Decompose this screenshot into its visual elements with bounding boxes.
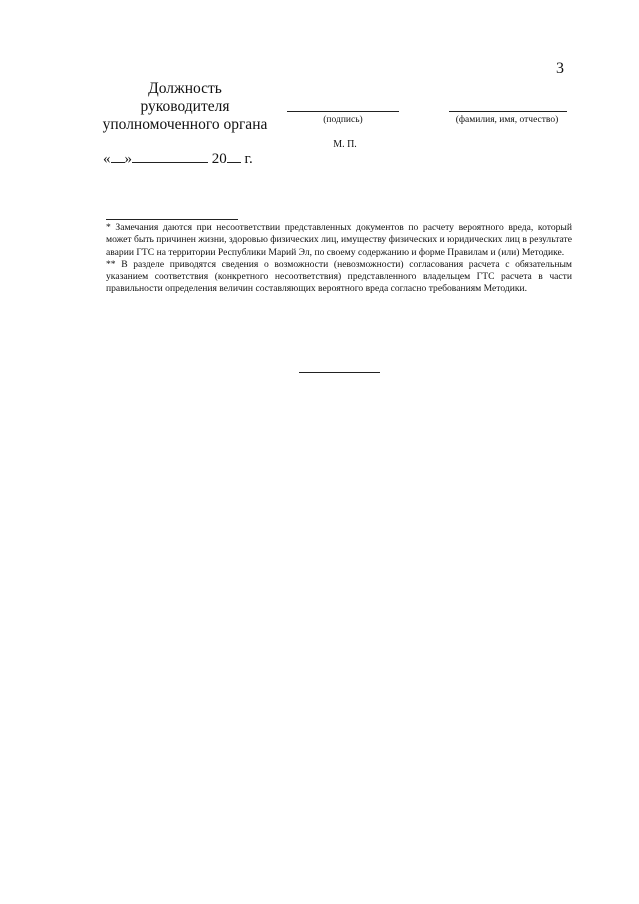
footnote-separator (106, 219, 238, 220)
signature-line (287, 111, 399, 112)
full-name-label: (фамилия, имя, отчество) (455, 115, 559, 125)
position-line: Должность (148, 80, 222, 97)
position-line: руководителя (140, 98, 230, 115)
full-name-line (449, 111, 567, 112)
end-of-document-rule (299, 372, 380, 373)
footnote: * Замечания даются при несоответствии представленных документов по расчету вероятного вреда, который может быть причинен жизни, здоровью физических лиц, имуществу физических и юридических лиц в результате аварии ГТС на территории Республики Марий Эл, по своему содержанию и форме Правилам и (или) Методике. (106, 222, 572, 258)
year-prefix: 20 (211, 151, 227, 167)
official-position-title (100, 80, 270, 134)
date-open-quote: « (103, 151, 111, 167)
stamp-place-label: М. П. (333, 139, 357, 150)
date-line (103, 149, 253, 168)
date-close-quote: » (124, 151, 132, 167)
month-blank (132, 149, 208, 163)
signature-label: (подпись) (323, 115, 363, 125)
position-line: уполномоченного органа (102, 116, 268, 133)
page-number: 3 (556, 60, 564, 77)
footnote: ** В разделе приводятся сведения о возможности (невозможности) согласования расчета с обязательным указанием соответствия (конкретного несоответствия) представленного владельцем ГТС расчета в части правильности определения величин составляющих вероятного вреда согласно требованиям Методики. (106, 258, 572, 295)
day-blank (111, 149, 125, 163)
year-blank (227, 149, 241, 163)
year-suffix: г. (244, 151, 253, 167)
footnotes (106, 222, 572, 296)
